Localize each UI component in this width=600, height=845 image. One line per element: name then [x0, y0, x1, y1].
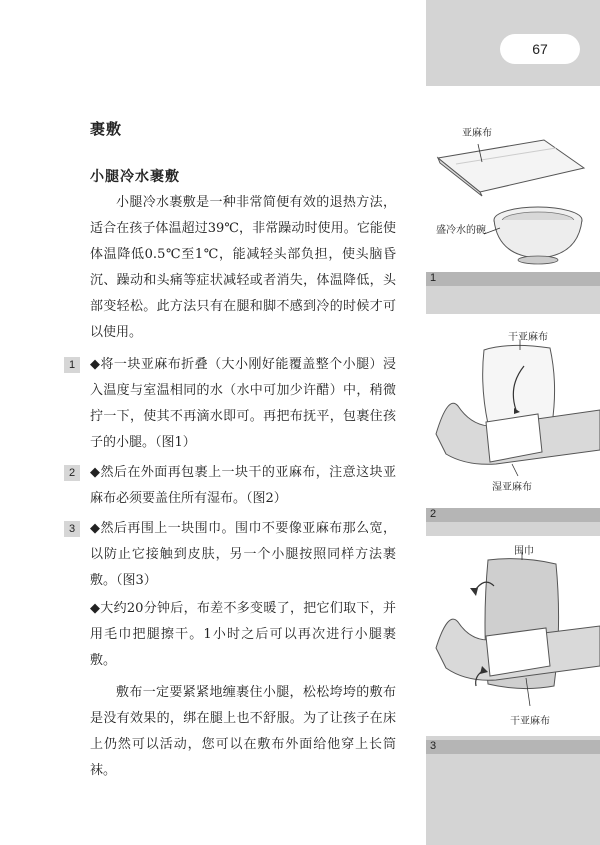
step-1-badge: 1 — [64, 357, 80, 373]
step-extra-text: ◆大约20分钟后，布差不多变暖了，把它们取下，并用毛巾把腿擦干。1小时之后可以再次进行小腿裹敷。 — [90, 601, 396, 668]
label-dry-linen-2: 干亚麻布 — [510, 716, 550, 727]
step-3-badge: 3 — [64, 521, 80, 537]
figure-3-number: 3 — [430, 740, 437, 752]
closing-paragraph: 敷布一定要紧紧地缠裹住小腿，松松垮垮的敷布是没有效果的，绑在腿上也不舒服。为了让孩子在床上仍然可以活动，您可以在敷布外面给他穿上长筒袜。 — [90, 685, 396, 778]
step-2-text: ◆然后在外面再包裹上一块干的亚麻布，注意这块亚麻布必须要盖住所有湿布。（图2） — [90, 465, 396, 506]
figure-2-bar — [426, 508, 600, 522]
figure-1-illustration — [426, 86, 600, 276]
label-scarf: 围巾 — [514, 546, 534, 557]
figure-1-bar — [426, 272, 600, 286]
label-dry-linen: 干亚麻布 — [508, 332, 548, 343]
label-cold-water-bowl: 盛冷水的碗 — [436, 225, 486, 236]
step-1-text: ◆将一块亚麻布折叠（大小刚好能覆盖整个小腿）浸入温度与室温相同的水（水中可加少许醋）中，稍微拧一下，使其不再滴水即可。再把布抚平，包裹住孩子的小腿。（图1） — [90, 357, 396, 450]
section-title: 裹敷 — [90, 120, 123, 138]
step-3-text: ◆然后再围上一块围巾。围巾不要像亚麻布那么宽，以防止它接触到皮肤，另一个小腿按照同样方法裹敷。（图3） — [90, 521, 396, 588]
subsection-title: 小腿冷水裹敷 — [90, 169, 180, 185]
label-wet-linen: 湿亚麻布 — [492, 482, 532, 493]
figure-2 — [426, 314, 600, 520]
figure-3 — [426, 536, 600, 736]
figure-3-bar — [426, 740, 600, 754]
figure-1-number: 1 — [430, 272, 437, 284]
step-2-badge: 2 — [64, 465, 80, 481]
page-number: 67 — [500, 34, 580, 64]
figure-1 — [426, 86, 600, 276]
figure-2-number: 2 — [430, 508, 437, 520]
figure-3-illustration — [426, 536, 600, 736]
intro-paragraph: 小腿冷水裹敷是一种非常简便有效的退热方法，适合在孩子体温超过39℃，非常躁动时使用。它能使体温降低0.5℃至1℃，能减轻头部负担，使头脑昏沉、躁动和头痛等症状减轻或者消失，体温降低，头部变轻松。此方法只有在腿和脚不感到冷的时候才可以使用。 — [90, 195, 396, 340]
label-linen-cloth: 亚麻布 — [462, 128, 492, 139]
